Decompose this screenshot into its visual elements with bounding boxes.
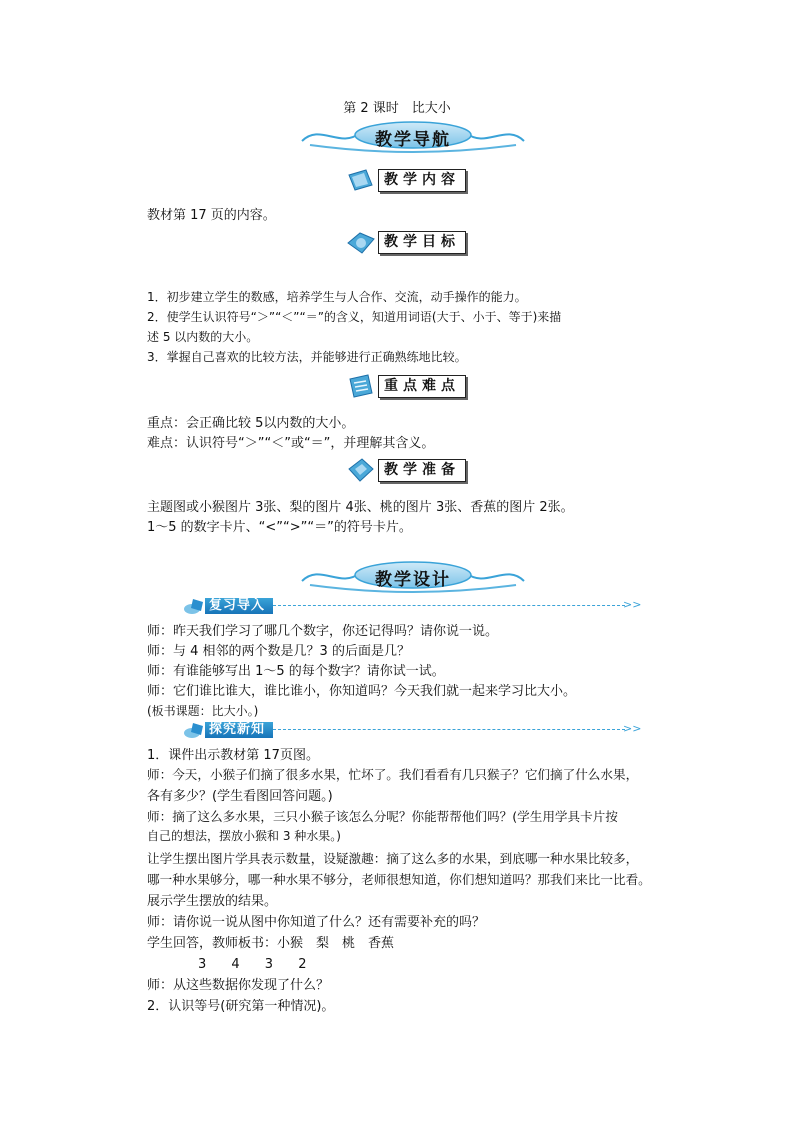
prep-line: 1～5 的数字卡片、“<”“>”“＝”的符号卡片。	[147, 520, 412, 535]
explore-line: 自己的想法，摆放小猴和 3 种水果。)	[147, 829, 341, 843]
review-line: (板书课题：比大小。)	[147, 704, 259, 718]
banner-title: 教学设计	[375, 570, 451, 590]
explore-line: 3 4 3 2	[198, 957, 307, 972]
tag-review-label: 复习导入	[205, 598, 273, 614]
prep-icon	[346, 457, 376, 483]
explore-line: 师：从这些数据你发现了什么？	[147, 978, 330, 993]
explore-line: 师：今天，小猴子们摘了很多水果，忙坏了。我们看看有几只猴子？它们摘了什么水果，	[147, 767, 639, 782]
section-prep-header	[346, 457, 476, 483]
review-line: 师：有谁能够写出 1～5 的每个数字？请你试一试。	[147, 664, 445, 679]
gem-icon	[183, 597, 207, 615]
goal-line: 述 5 以内数的大小。	[147, 330, 259, 344]
review-line: 师：与 4 相邻的两个数是几？3 的后面是几？	[147, 644, 410, 659]
explore-line: 师：摘了这么多水果，三只小猴子该怎么分呢？你能帮帮他们吗？(学生用学具卡片按	[147, 809, 618, 824]
review-line: 师：昨天我们学习了哪几个数字，你还记得吗？请你说一说。	[147, 624, 499, 639]
explore-line: 2．认识等号(研究第一种情况)。	[147, 999, 335, 1014]
lesson-title: 第 2 课时 比大小	[343, 101, 451, 116]
section-goals-label: 教学目标	[384, 234, 460, 250]
section-prep-label: 教学准备	[384, 462, 460, 478]
explore-line: 师：请你说一说从图中你知道了什么？还有需要补充的吗？	[147, 915, 486, 930]
explore-line: 让学生摆出图片学具表示数量，设疑激趣：摘了这么多的水果，到底哪一种水果比较多，	[147, 851, 639, 866]
book-icon	[346, 167, 376, 193]
goal-line: 3．掌握自己喜欢的比较方法，并能够进行正确熟练地比较。	[147, 350, 467, 364]
dashed-divider	[273, 605, 625, 606]
content-text: 教材第 17 页的内容。	[147, 208, 276, 223]
section-content-label: 教学内容	[384, 172, 460, 188]
section-key-label: 重点难点	[384, 378, 460, 394]
gem-icon	[183, 721, 207, 739]
explore-line: 学生回答，教师板书：小猴 梨 桃 香蕉	[147, 936, 395, 951]
goal-line: 1．初步建立学生的数感，培养学生与人合作、交流，动手操作的能力。	[147, 290, 527, 304]
review-line: 师：它们谁比谁大，谁比谁小，你知道吗？今天我们就一起来学习比大小。	[147, 684, 577, 699]
section-goals-header	[346, 229, 476, 255]
key-point-line: 重点：会正确比较 5以内数的大小。	[147, 416, 355, 431]
key-point-line: 难点：认识符号“＞”“＜”或“＝”，并理解其含义。	[147, 436, 435, 451]
arrow-icon: >>	[623, 598, 642, 611]
prep-line: 主题图或小猴图片 3张、梨的图片 4张、桃的图片 3张、香蕉的图片 2张。	[147, 500, 574, 515]
explore-line: 1．课件出示教材第 17页图。	[147, 748, 319, 763]
section-key-header	[346, 373, 476, 399]
key-icon	[346, 373, 376, 399]
banner-title: 教学导航	[375, 130, 451, 150]
arrow-icon: >>	[623, 722, 642, 735]
section-content-header	[346, 167, 476, 193]
target-icon	[346, 229, 376, 255]
banner-teaching-navigation	[300, 119, 526, 153]
tag-explore	[183, 721, 643, 739]
goal-line: 2．使学生认识符号“＞”“＜”“＝”的含义，知道用词语(大于、小于、等于)来描	[147, 310, 562, 324]
explore-line: 展示学生摆放的结果。	[147, 894, 278, 909]
banner-teaching-design	[300, 559, 526, 593]
tag-explore-label: 探究新知	[205, 722, 273, 738]
explore-line: 哪一种水果够分，哪一种水果不够分，老师很想知道，你们想知道吗？那我们来比一比看。	[147, 872, 651, 887]
dashed-divider	[273, 729, 625, 730]
explore-line: 各有多少？(学生看图回答问题。)	[147, 789, 333, 804]
tag-review	[183, 597, 643, 615]
